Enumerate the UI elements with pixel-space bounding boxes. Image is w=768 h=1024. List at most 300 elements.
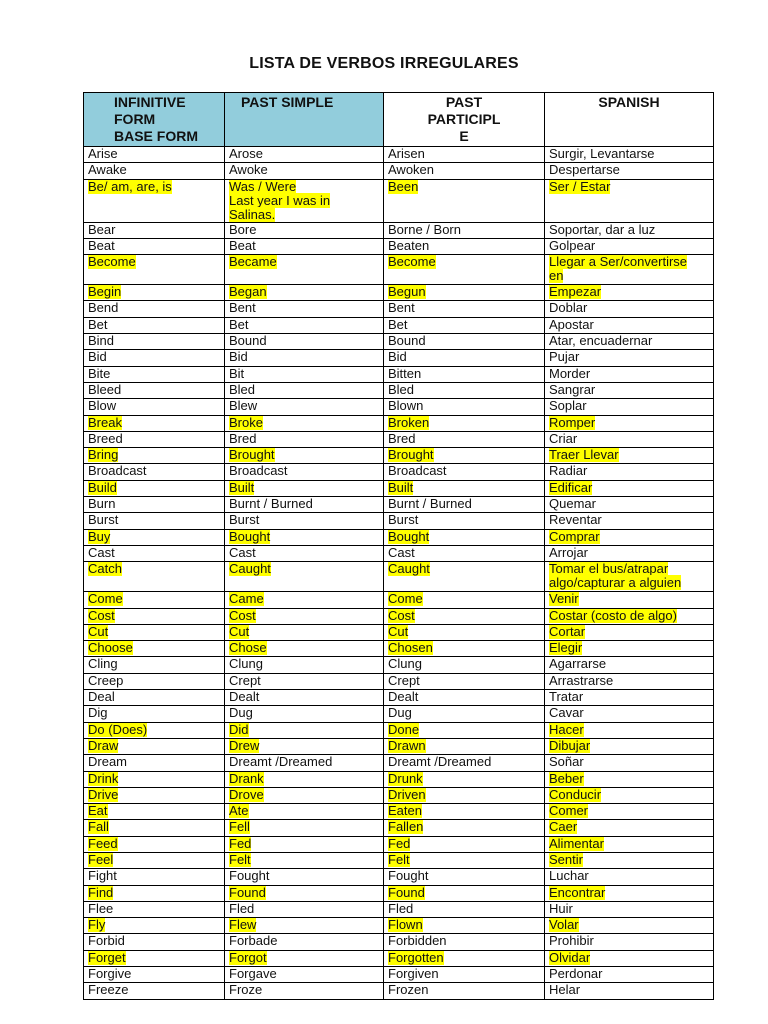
table-row (84, 431, 714, 447)
cell-text: Broadcast (229, 463, 288, 479)
header-infinitive: INFINITIVE FORM BASE FORM (84, 93, 225, 147)
cell-text: Perdonar (549, 966, 603, 982)
cell-text: Surgir, Levantarse (549, 146, 655, 161)
spanish-cell (545, 934, 714, 950)
spanish-cell (545, 852, 714, 868)
spanish-cell (545, 366, 714, 382)
past-simple-cell (225, 497, 384, 513)
past-participle-cell (384, 836, 545, 852)
spanish-cell (545, 222, 714, 238)
cell-text: Bent (229, 300, 256, 316)
cell-text: Forbade (229, 933, 278, 949)
past-participle-cell (384, 755, 545, 771)
cell-text: Breed (88, 431, 123, 446)
spanish-cell (545, 918, 714, 934)
cell-text: Do (Does) (88, 722, 148, 737)
past-simple-cell (225, 885, 384, 901)
cell-text: Drunk (388, 771, 423, 786)
cell-text: Tomar el bus/atrapar algo/capturar a alguien (549, 561, 682, 591)
cell-text: Arrastrarse (549, 673, 614, 688)
table-row (84, 852, 714, 868)
table-row (84, 706, 714, 722)
past-participle-cell (384, 722, 545, 738)
past-simple-cell (225, 722, 384, 738)
cell-text: Ate (229, 803, 249, 819)
past-participle-cell (384, 918, 545, 934)
table-row (84, 529, 714, 545)
cell-text: Burst (88, 512, 119, 528)
cell-text: Drive (88, 787, 119, 802)
past-simple-cell (225, 285, 384, 301)
cell-text: Done (388, 722, 420, 737)
spanish-cell (545, 836, 714, 852)
spanish-cell (545, 301, 714, 317)
infinitive-cell (84, 657, 225, 673)
cell-text: Forgiven (388, 966, 439, 982)
past-participle-cell (384, 934, 545, 950)
past-participle-cell (384, 624, 545, 640)
cell-text: Dreamt /Dreamed (388, 754, 492, 770)
infinitive-cell (84, 301, 225, 317)
cell-text: Cling (88, 656, 118, 672)
infinitive-cell (84, 771, 225, 787)
past-participle-cell (384, 431, 545, 447)
cell-text: Agarrarse (549, 656, 607, 672)
past-simple-cell (225, 163, 384, 179)
cell-text: Become (88, 254, 136, 270)
table-row (84, 545, 714, 561)
spanish-cell (545, 771, 714, 787)
cell-text: Cut (88, 624, 109, 639)
infinitive-cell (84, 464, 225, 480)
past-simple-cell (225, 238, 384, 254)
table-row (84, 301, 714, 317)
past-simple-cell (225, 608, 384, 624)
past-simple-cell (225, 901, 384, 917)
spanish-cell (545, 255, 714, 285)
table-row (84, 382, 714, 398)
table-row (84, 820, 714, 836)
cell-text: Dug (229, 705, 253, 721)
table-row (84, 771, 714, 787)
infinitive-cell (84, 562, 225, 592)
cell-text: Bite (88, 366, 111, 381)
infinitive-cell (84, 317, 225, 333)
spanish-cell (545, 431, 714, 447)
cell-text: Cortar (549, 624, 586, 639)
infinitive-cell (84, 497, 225, 513)
irregular-verbs-table (83, 92, 714, 1000)
past-participle-cell (384, 738, 545, 754)
cell-text: Awoken (388, 162, 435, 178)
cell-text: Bet (229, 317, 249, 332)
cell-text: Sangrar (549, 382, 596, 397)
infinitive-cell (84, 983, 225, 999)
table-header-row (84, 93, 714, 147)
cell-text: Blow (88, 398, 117, 414)
cell-text: Fed (229, 836, 252, 851)
spanish-cell (545, 755, 714, 771)
cell-text: Edificar (549, 480, 593, 495)
table-row (84, 869, 714, 885)
infinitive-cell (84, 869, 225, 885)
past-participle-cell (384, 366, 545, 382)
cell-text: Became (229, 254, 277, 270)
cell-text: Volar (549, 917, 579, 933)
infinitive-cell (84, 448, 225, 464)
cell-text: Radiar (549, 463, 588, 479)
spanish-cell (545, 399, 714, 415)
infinitive-cell (84, 755, 225, 771)
infinitive-cell (84, 179, 225, 222)
infinitive-cell (84, 255, 225, 285)
cell-text: Bent (388, 300, 415, 316)
cell-text: Cast (388, 545, 415, 560)
past-simple-cell (225, 592, 384, 608)
cell-text: Drew (229, 738, 260, 753)
past-participle-cell (384, 545, 545, 561)
cell-text: Huir (549, 901, 573, 916)
cell-text: Drawn (388, 738, 426, 753)
infinitive-cell (84, 480, 225, 496)
cell-text: Soñar (549, 754, 584, 770)
past-simple-cell (225, 918, 384, 934)
table-row (84, 147, 714, 163)
table-row (84, 350, 714, 366)
infinitive-cell (84, 804, 225, 820)
infinitive-cell (84, 592, 225, 608)
header-past-participle: PAST PARTICIPL E (384, 93, 545, 147)
cell-text: Dealt (388, 689, 419, 705)
cell-text: Dreamt /Dreamed (229, 754, 333, 770)
table-row (84, 238, 714, 254)
cell-text: Fought (388, 868, 429, 884)
past-simple-cell (225, 222, 384, 238)
cell-text: Blew (229, 398, 258, 414)
cell-text: Chose (229, 640, 267, 656)
cell-text: Bet (88, 317, 108, 332)
spanish-cell (545, 350, 714, 366)
table-row (84, 415, 714, 431)
table-row (84, 608, 714, 624)
cell-text: Began (229, 284, 267, 300)
infinitive-cell (84, 934, 225, 950)
cell-text: Blown (388, 398, 424, 414)
cell-text: Olvidar (549, 950, 591, 965)
past-participle-cell (384, 983, 545, 999)
past-simple-cell (225, 787, 384, 803)
infinitive-cell (84, 787, 225, 803)
table-row (84, 285, 714, 301)
infinitive-cell (84, 529, 225, 545)
table-row (84, 399, 714, 415)
past-participle-cell (384, 804, 545, 820)
cell-text: Cavar (549, 705, 584, 721)
infinitive-cell (84, 350, 225, 366)
cell-text: Elegir (549, 640, 583, 656)
cell-text: Fall (88, 819, 109, 835)
past-participle-cell (384, 480, 545, 496)
cell-text: Clung (229, 656, 263, 672)
infinitive-cell (84, 918, 225, 934)
spanish-cell (545, 722, 714, 738)
past-participle-cell (384, 255, 545, 285)
table-row (84, 657, 714, 673)
table-row (84, 255, 714, 285)
past-simple-cell (225, 513, 384, 529)
cell-text: Found (388, 885, 425, 900)
cell-text: Arrojar (549, 545, 589, 560)
past-simple-cell (225, 529, 384, 545)
cell-text: Bind (88, 333, 115, 349)
infinitive-cell (84, 608, 225, 624)
spanish-cell (545, 238, 714, 254)
cell-text: Eaten (388, 803, 422, 819)
spanish-cell (545, 967, 714, 983)
infinitive-cell (84, 285, 225, 301)
cell-text: Build (88, 480, 117, 495)
infinitive-cell (84, 722, 225, 738)
spanish-cell (545, 983, 714, 999)
cell-text: Soportar, dar a luz (549, 222, 656, 237)
table-row (84, 334, 714, 350)
cell-text: Bought (388, 529, 430, 544)
cell-text: Empezar (549, 284, 602, 300)
past-participle-cell (384, 608, 545, 624)
table-row (84, 950, 714, 966)
past-participle-cell (384, 350, 545, 366)
past-participle-cell (384, 163, 545, 179)
past-simple-cell (225, 755, 384, 771)
past-simple-cell (225, 562, 384, 592)
cell-text: Been (388, 179, 419, 194)
infinitive-cell (84, 399, 225, 415)
table-row (84, 513, 714, 529)
cell-text: Bled (388, 382, 415, 397)
cell-text: Ser / Estar (549, 179, 611, 194)
cell-text: Crept (388, 673, 420, 688)
cell-text: Quemar (549, 496, 596, 512)
cell-text: Catch (88, 561, 122, 577)
table-row (84, 464, 714, 480)
infinitive-cell (84, 624, 225, 640)
past-simple-cell (225, 179, 384, 222)
cell-text: Felt (388, 852, 410, 867)
cell-text: Choose (88, 640, 133, 656)
cell-text: Brought (229, 447, 275, 463)
past-simple-cell (225, 399, 384, 415)
past-simple-cell (225, 545, 384, 561)
table-row (84, 592, 714, 608)
past-simple-cell (225, 431, 384, 447)
infinitive-cell (84, 163, 225, 179)
infinitive-cell (84, 950, 225, 966)
infinitive-cell (84, 545, 225, 561)
past-participle-cell (384, 529, 545, 545)
past-simple-cell (225, 255, 384, 285)
cell-text: Conducir (549, 787, 602, 802)
past-participle-cell (384, 820, 545, 836)
table-row (84, 722, 714, 738)
table-row (84, 366, 714, 382)
past-simple-cell (225, 301, 384, 317)
cell-text: Hacer (549, 722, 584, 737)
cell-text: Break (88, 415, 122, 430)
infinitive-cell (84, 690, 225, 706)
cell-text: Despertarse (549, 162, 620, 178)
spanish-cell (545, 562, 714, 592)
past-simple-cell (225, 464, 384, 480)
cell-text: Drank (229, 771, 264, 786)
cell-text: Fight (88, 868, 117, 884)
cell-text: Flee (88, 901, 114, 916)
cell-text: Cost (88, 608, 115, 623)
cell-text: Be/ am, are, is (88, 179, 172, 194)
cell-text: Fed (388, 836, 411, 851)
cell-text: Forgotten (388, 950, 444, 965)
cell-text: Come (388, 591, 423, 607)
spanish-cell (545, 448, 714, 464)
cell-text: Beber (549, 771, 584, 786)
past-simple-cell (225, 836, 384, 852)
cell-text: Drink (88, 771, 119, 786)
past-simple-cell (225, 480, 384, 496)
past-simple-cell (225, 317, 384, 333)
past-participle-cell (384, 771, 545, 787)
cell-text: Found (229, 885, 266, 900)
cell-text: Burnt / Burned (388, 496, 472, 512)
cell-text: Helar (549, 982, 581, 998)
infinitive-cell (84, 415, 225, 431)
infinitive-cell (84, 641, 225, 657)
past-simple-cell (225, 350, 384, 366)
cell-text: Forget (88, 950, 126, 965)
cell-text: Criar (549, 431, 578, 446)
past-participle-cell (384, 301, 545, 317)
cell-text: Bitten (388, 366, 422, 381)
past-participle-cell (384, 950, 545, 966)
table-row (84, 983, 714, 999)
cell-text: Chosen (388, 640, 433, 656)
cell-text: Sentir (549, 852, 583, 867)
cell-text: Did (229, 722, 249, 737)
spanish-cell (545, 608, 714, 624)
spanish-cell (545, 415, 714, 431)
spanish-cell (545, 480, 714, 496)
cell-text: Feel (88, 852, 114, 867)
cell-text: Cast (229, 545, 256, 560)
past-participle-cell (384, 690, 545, 706)
table-row (84, 222, 714, 238)
infinitive-cell (84, 738, 225, 754)
cell-text: Bled (229, 382, 256, 397)
past-simple-cell (225, 804, 384, 820)
infinitive-cell (84, 222, 225, 238)
spanish-cell (545, 317, 714, 333)
table-body (84, 147, 714, 1000)
past-simple-cell (225, 983, 384, 999)
table-row (84, 497, 714, 513)
past-simple-cell (225, 852, 384, 868)
cell-text: Built (229, 480, 255, 495)
past-participle-cell (384, 967, 545, 983)
infinitive-cell (84, 513, 225, 529)
cell-text: Broken (388, 415, 430, 430)
past-participle-cell (384, 147, 545, 163)
spanish-cell (545, 885, 714, 901)
cell-text: Eat (88, 803, 108, 819)
infinitive-cell (84, 901, 225, 917)
spanish-cell (545, 787, 714, 803)
past-simple-cell (225, 869, 384, 885)
cell-text: Crept (229, 673, 261, 688)
past-participle-cell (384, 657, 545, 673)
cell-text: Awake (88, 162, 127, 178)
table-row (84, 934, 714, 950)
spanish-cell (545, 545, 714, 561)
cell-text: Flown (388, 917, 423, 933)
cell-text: Find (88, 885, 114, 900)
cell-text: Frozen (388, 982, 429, 998)
cell-text: Fled (388, 901, 414, 916)
table-row (84, 673, 714, 689)
table-row (84, 690, 714, 706)
cell-text: Awoke (229, 162, 268, 178)
spanish-cell (545, 529, 714, 545)
spanish-cell (545, 382, 714, 398)
table-row (84, 901, 714, 917)
cell-text: Forgot (229, 950, 267, 965)
spanish-cell (545, 804, 714, 820)
cell-text: Feed (88, 836, 118, 851)
cell-text: Clung (388, 656, 422, 672)
past-participle-cell (384, 285, 545, 301)
cell-text: Golpear (549, 238, 596, 253)
table-row (84, 163, 714, 179)
cell-text: Beaten (388, 238, 430, 253)
past-simple-cell (225, 147, 384, 163)
infinitive-cell (84, 382, 225, 398)
table-row (84, 317, 714, 333)
cell-text: Bet (388, 317, 408, 332)
table-row (84, 885, 714, 901)
cell-text: Costar (costo de algo) (549, 608, 677, 623)
past-participle-cell (384, 641, 545, 657)
cell-text: Bound (388, 333, 426, 349)
table-row (84, 755, 714, 771)
cell-text: Felt (229, 852, 251, 867)
cell-text: Bring (88, 447, 119, 463)
past-simple-cell (225, 382, 384, 398)
cell-text: Apostar (549, 317, 594, 332)
cell-text: Cost (229, 608, 256, 623)
infinitive-cell (84, 431, 225, 447)
past-participle-cell (384, 464, 545, 480)
infinitive-cell (84, 852, 225, 868)
header-past-simple: PAST SIMPLE (225, 93, 384, 147)
cell-text: Creep (88, 673, 124, 688)
cell-text: Forbid (88, 933, 125, 949)
cell-text: Cut (229, 624, 250, 639)
cell-text: Cost (388, 608, 415, 623)
cell-text: Dealt (229, 689, 260, 705)
cell-text: Morder (549, 366, 591, 381)
past-participle-cell (384, 448, 545, 464)
cell-text: Was / Were Last year I was in Salinas. (229, 179, 331, 222)
past-participle-cell (384, 399, 545, 415)
cell-text: Become (388, 254, 436, 270)
past-simple-cell (225, 366, 384, 382)
